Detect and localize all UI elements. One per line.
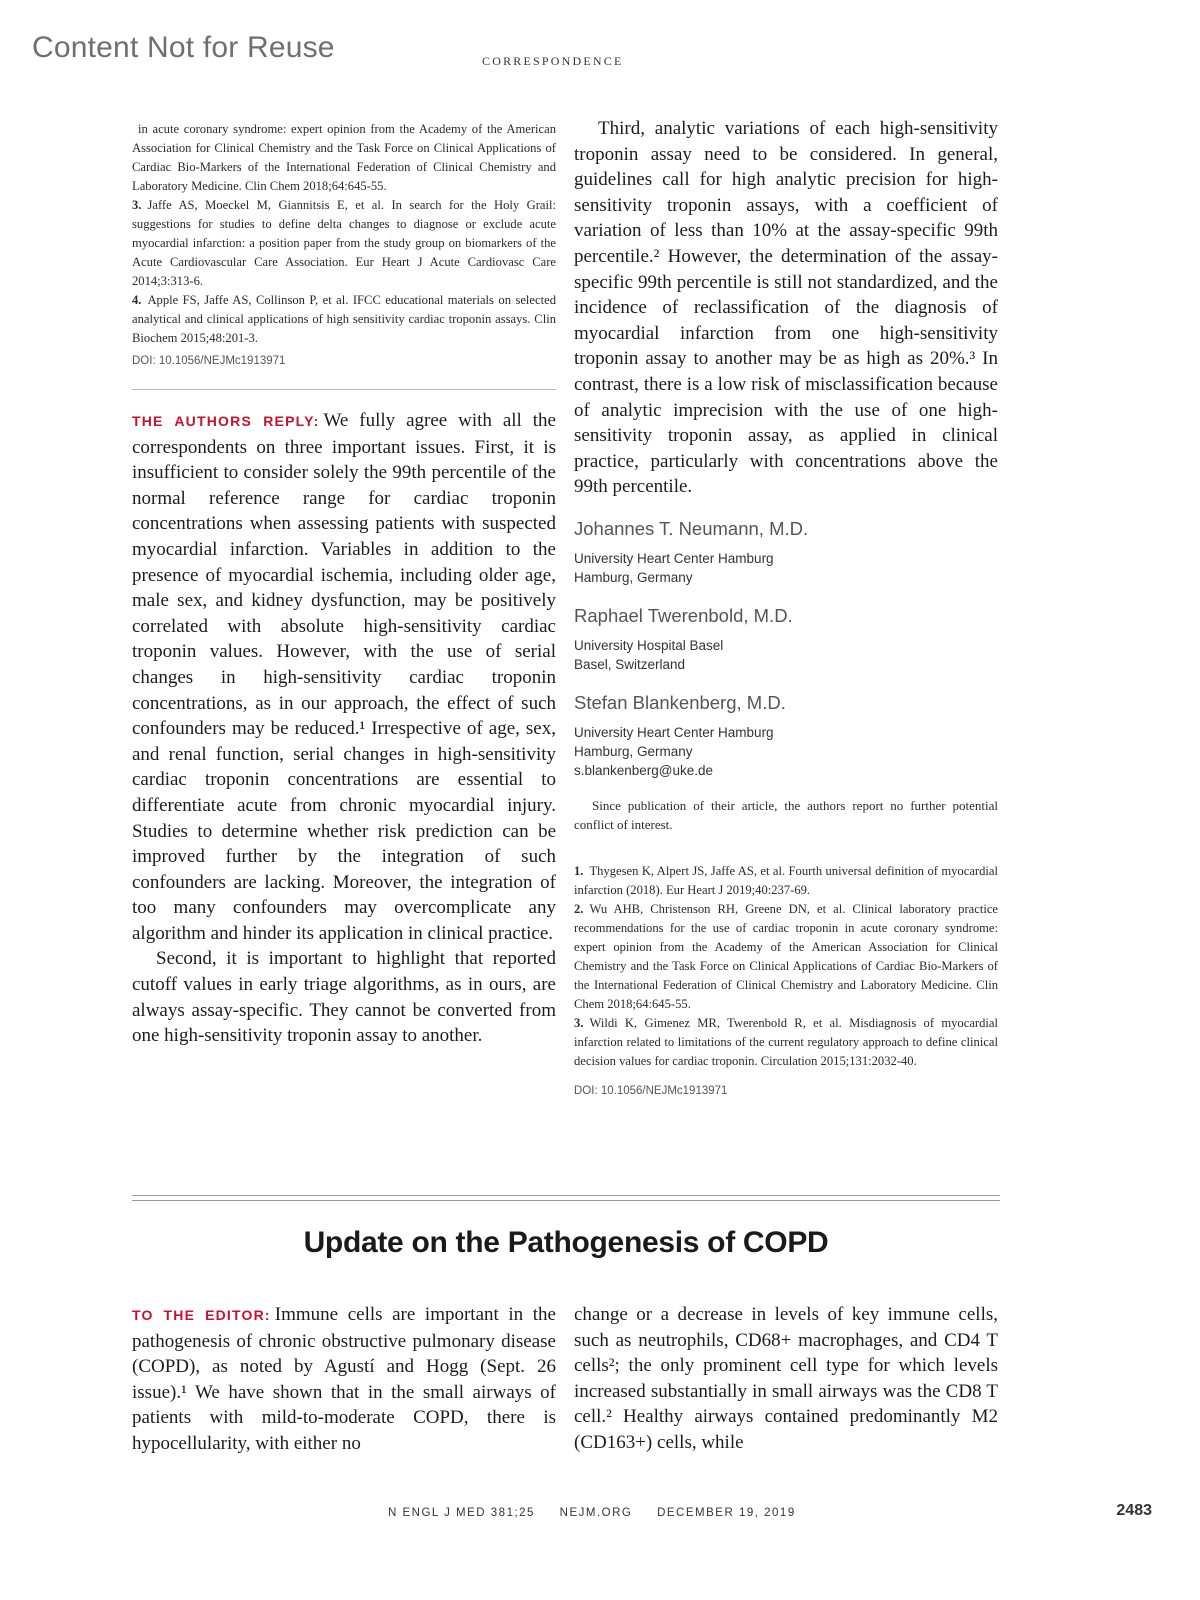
author-name: Stefan Blankenberg, M.D.: [574, 691, 786, 713]
reply-paragraph: THE AUTHORS REPLY: We fully agree with all the correspondents on three important issues. First, it is insufficient to consider solely the 99th percentile of the normal reference range for cardiac troponin concentrations when assessing patients with suspected myocardial infarction. Variables in addition to the presence of myocardial ischemia, including older age, male sex, and kidney dysfunction, may be positively correlated with absolute high-sensitivity cardiac troponin values. However, with the use of serial changes in high-sensitivity cardiac troponin concentrations, as in our approach, the effect of such confounders may be reduced.¹ Irrespective of age, sex, and renal function, serial changes in high-sensitivity cardiac troponin concentrations are essential to differentiate acute from chronic myocardial injury. Studies to determine whether risk prediction can be improved further by the integration of such confounders are lacking. Moreover, the integration of too many confounders may overcomplicate any algorithm and hinder its application in clinical practice.: [132, 410, 556, 944]
reference-item: 2. Wu AHB, Christenson RH, Greene DN, et al. Clinical laboratory practice recommendations for the use of cardiac troponin in acute coronary syndrome: expert opinion from the Academy of the American Association for Clinical Chemistry and the Task Force on Clinical Applications of Cardiac Bio-Markers of the International Federation of Clinical Chemistry and Laboratory Medicine. Clin Chem 2018;64:645-55.: [574, 901, 998, 1011]
reference-item: 3. Wildi K, Gimenez MR, Twerenbold R, et al. Misdiagnosis of myocardial infarction related to limitations of the current regulatory approach to define clinical decision values for cardiac troponin. Circulation 2015;131:2032-40.: [574, 1015, 998, 1068]
reference-item: 4. Apple FS, Jaffe AS, Collinson P, et al. IFCC educational materials on selected analytical and clinical applications of high sensitivity cardiac troponin assays. Clin Biochem 2015;48:201-3.: [132, 293, 556, 345]
journal-site: NEJM.ORG: [559, 1507, 633, 1519]
issue-date: DECEMBER 19, 2019: [657, 1507, 796, 1519]
author-name: Raphael Twerenbold, M.D.: [574, 604, 793, 626]
right-column: [574, 116, 998, 1097]
reply-paragraph: Second, it is important to highlight that reported cutoff values in early triage algorithms, as in ours, are always assay-specific. They cannot be converted from one high-sensitivity troponin assay to another.: [132, 948, 556, 1047]
journal-citation: N ENGL J MED 381;25: [388, 1507, 535, 1519]
reply-text-continued: [574, 116, 998, 500]
letter-text-left: TO THE EDITOR: Immune cells are important in the pathogenesis of chronic obstructive pulmonary disease (COPD), as noted by Agustí and Hogg (Sept. 26 issue).¹ We have shown that in the small airways of patients with mild-to-moderate COPD, there is hypocellularity, with either no: [132, 1304, 556, 1454]
reply-paragraph: Third, analytic variations of each high-sensitivity troponin assay need to be considered. In general, guidelines call for high analytic precision for high-sensitivity troponin assays, with a coefficient of variation of less than 10% at the assay-specific 99th percentile.² However, the determination of the assay-specific 99th percentile is still not standardized, and the incidence of reclassification of the diagnosis of myocardial infarction from one high-sensitivity troponin assay to another may be as high as 20%.³ In contrast, there is a low risk of misclassification because of analytic imprecision with the use of one high-sensitivity troponin assay, as applied in clinical practice, particularly with concentrations above the 99th percentile.: [574, 118, 998, 498]
watermark: Content Not for Reuse: [32, 31, 335, 64]
section-divider: [132, 1195, 1000, 1201]
page-number: 2483: [1116, 1502, 1152, 1519]
doi-link[interactable]: DOI: 10.1056/NEJMc1913971: [574, 1084, 728, 1097]
letter-text-right: change or a decrease in levels of key immune cells, such as neutrophils, CD68+ macrophages, and CD4 T cells²; the only prominent cell type for which levels increased substantially in small airways was the CD8 T cell.² Healthy airways contained predominantly M2 (CD163+) cells, while: [574, 1304, 998, 1453]
author-name: Johannes T. Neumann, M.D.: [574, 517, 809, 539]
reply-text: [132, 408, 556, 1049]
page-footer: [388, 1507, 816, 1519]
reference-item: in acute coronary syndrome: expert opinion from the Academy of the American Association for Clinical Chemistry and the Task Force on Clinical Applications of Cardiac Bio-Markers of the International Federation of Clinical Chemistry and Laboratory Medicine. Clin Chem 2018;64:645-55.: [132, 122, 556, 193]
doi-link[interactable]: DOI: 10.1056/NEJMc1913971: [132, 355, 286, 367]
article-title: Update on the Pathogenesis of COPD: [303, 1226, 829, 1259]
reply-lead: THE AUTHORS REPLY:: [132, 413, 320, 429]
reference-list: [574, 862, 998, 1071]
reference-item: 1. Thygesen K, Alpert JS, Jaffe AS, et al. Fourth universal definition of myocardial infarction (2018). Eur Heart J 2019;40:237-69.: [574, 863, 998, 897]
reference-list-top: [132, 120, 556, 348]
running-head: CORRESPONDENCE: [482, 54, 624, 68]
divider: [132, 389, 556, 390]
left-column: [132, 120, 556, 1049]
disclosure: Since publication of their article, the authors report no further potential conflict of interest.: [574, 797, 998, 832]
author-email[interactable]: s.blankenberg@uke.de: [574, 762, 714, 778]
letter-lead: TO THE EDITOR:: [132, 1307, 271, 1323]
reference-item: 3. Jaffe AS, Moeckel M, Giannitsis E, et al. In search for the Holy Grail: suggestions for studies to define delta changes to diagnose or exclude acute myocardial infarction: a position paper from the study group on biomarkers of the Acute Cardiovascular Care Association. Eur Heart J Acute Cardiovasc Care 2014;3:313-6.: [132, 198, 556, 288]
author-affiliation: University Hospital Basel Basel, Switzerland: [574, 637, 724, 672]
author-affiliation: University Heart Center Hamburg Hamburg, Germany s.blankenberg@uke.de: [574, 723, 998, 780]
author-affiliation: University Heart Center Hamburg Hamburg, Germany: [574, 550, 774, 585]
